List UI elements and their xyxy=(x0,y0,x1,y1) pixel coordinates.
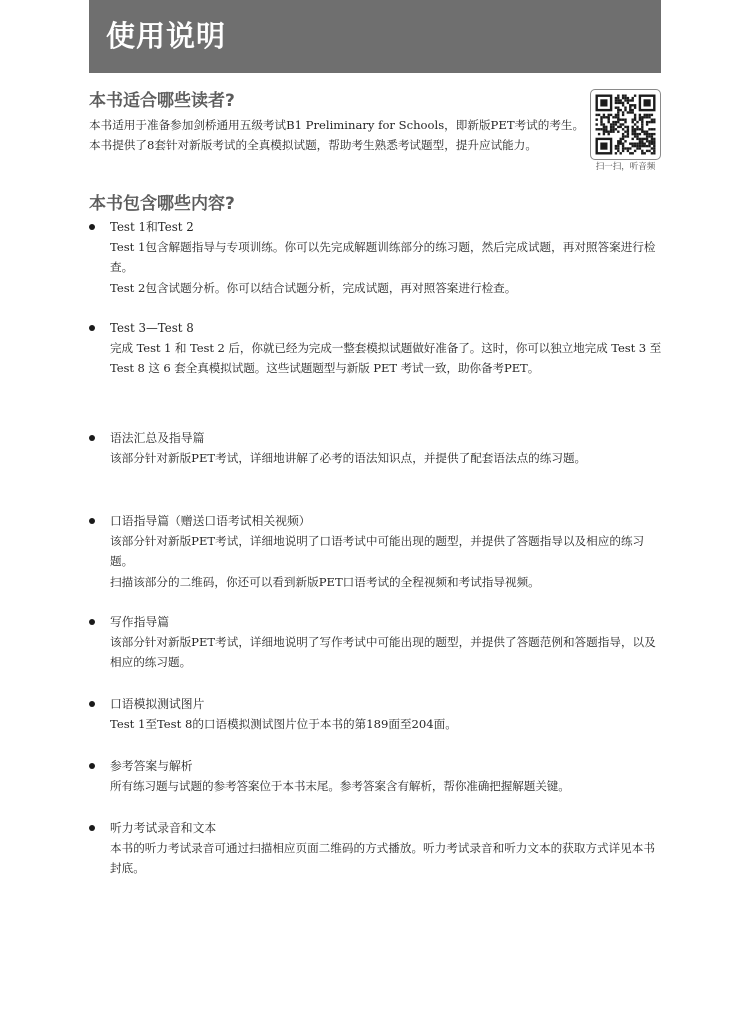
bullet-dot-icon xyxy=(89,224,95,230)
content-item-title: 写作指导篇 xyxy=(110,615,169,629)
readers-paragraph: 本书适用于准备参加剑桥通用五级考试B1 Preliminary for Schools，即新版PET考试的考生。本书提供了8套针对新版考试的全真模拟试题，帮助考生熟悉考试题型，提升应试能力。 xyxy=(89,118,585,152)
readers-heading: 本书适合哪些读者? xyxy=(89,91,235,111)
content-item-paragraph: 该部分针对新版PET考试，详细地说明了写作考试中可能出现的题型，并提供了答题范例和答题指导，以及相应的练习题。 xyxy=(110,635,656,670)
bullet-dot-icon xyxy=(89,701,95,707)
content-item-title: Test 1和Test 2 xyxy=(110,220,194,234)
content-item-body xyxy=(110,237,663,298)
content-item-title: 口语指导篇（赠送口语考试相关视频） xyxy=(110,514,311,528)
bullet-dot-icon xyxy=(89,325,95,331)
content-item-title: 参考答案与解析 xyxy=(110,759,193,773)
content-item-body xyxy=(110,448,663,468)
content-item-paragraph: 完成 Test 1 和 Test 2 后，你就已经为完成一整套模拟试题做好准备了。这时，你可以独立地完成 Test 3 至 Test 8 这 6 套全真模拟试题。这些试题题型与新版 PET 考试一致，助你备考PET。 xyxy=(110,341,662,376)
content-item-title: 口语模拟测试图片 xyxy=(110,697,205,711)
content-item-paragraph: 本书的听力考试录音可通过扫描相应页面二维码的方式播放。听力考试录音和听力文本的获取方式详见本书封底。 xyxy=(110,841,655,876)
content-item-paragraph: Test 2包含试题分析。你可以结合试题分析，完成试题，再对照答案进行检查。 xyxy=(110,280,517,295)
content-item-body xyxy=(110,776,663,796)
contents-heading: 本书包含哪些内容? xyxy=(89,194,235,214)
content-item-paragraph: Test 1至Test 8的口语模拟测试图片位于本书的第189面至204面。 xyxy=(110,717,457,731)
qr-caption: 扫一扫，听音频 xyxy=(595,162,656,172)
content-item-paragraph: 所有练习题与试题的参考答案位于本书末尾。参考答案含有解析，帮你准确把握解题关键。 xyxy=(110,779,570,793)
header-band xyxy=(89,0,661,73)
content-item-title: 听力考试录音和文本 xyxy=(110,821,217,835)
content-item-body xyxy=(110,714,663,734)
qr-code-graphic xyxy=(591,90,660,159)
bullet-dot-icon xyxy=(89,518,95,524)
readers-paragraph-block xyxy=(89,116,585,155)
content-item-paragraph: 扫描该部分的二维码，你还可以看到新版PET口语考试的全程视频和考试指导视频。 xyxy=(110,574,540,589)
content-item-title: Test 3—Test 8 xyxy=(110,321,194,335)
bullet-dot-icon xyxy=(89,825,95,831)
content-item-paragraph: 该部分针对新版PET考试，详细地说明了口语考试中可能出现的题型，并提供了答题指导以及相应的练习题。 xyxy=(110,534,645,569)
qr-code-icon[interactable] xyxy=(590,89,661,160)
bullet-dot-icon xyxy=(89,763,95,769)
content-item-paragraph: 该部分针对新版PET考试，详细地讲解了必考的语法知识点，并提供了配套语法点的练习题。 xyxy=(110,451,587,465)
page-title: 使用说明 xyxy=(106,19,227,53)
content-item-body xyxy=(110,531,663,592)
content-item-body xyxy=(110,838,663,879)
content-item-paragraph: Test 1包含解题指导与专项训练。你可以先完成解题训练部分的练习题，然后完成试题，再对照答案进行检查。 xyxy=(110,240,656,275)
bullet-dot-icon xyxy=(89,435,95,441)
content-item-body xyxy=(110,338,663,379)
content-item-body xyxy=(110,632,663,673)
content-item-title: 语法汇总及指导篇 xyxy=(110,431,205,445)
bullet-dot-icon xyxy=(89,619,95,625)
